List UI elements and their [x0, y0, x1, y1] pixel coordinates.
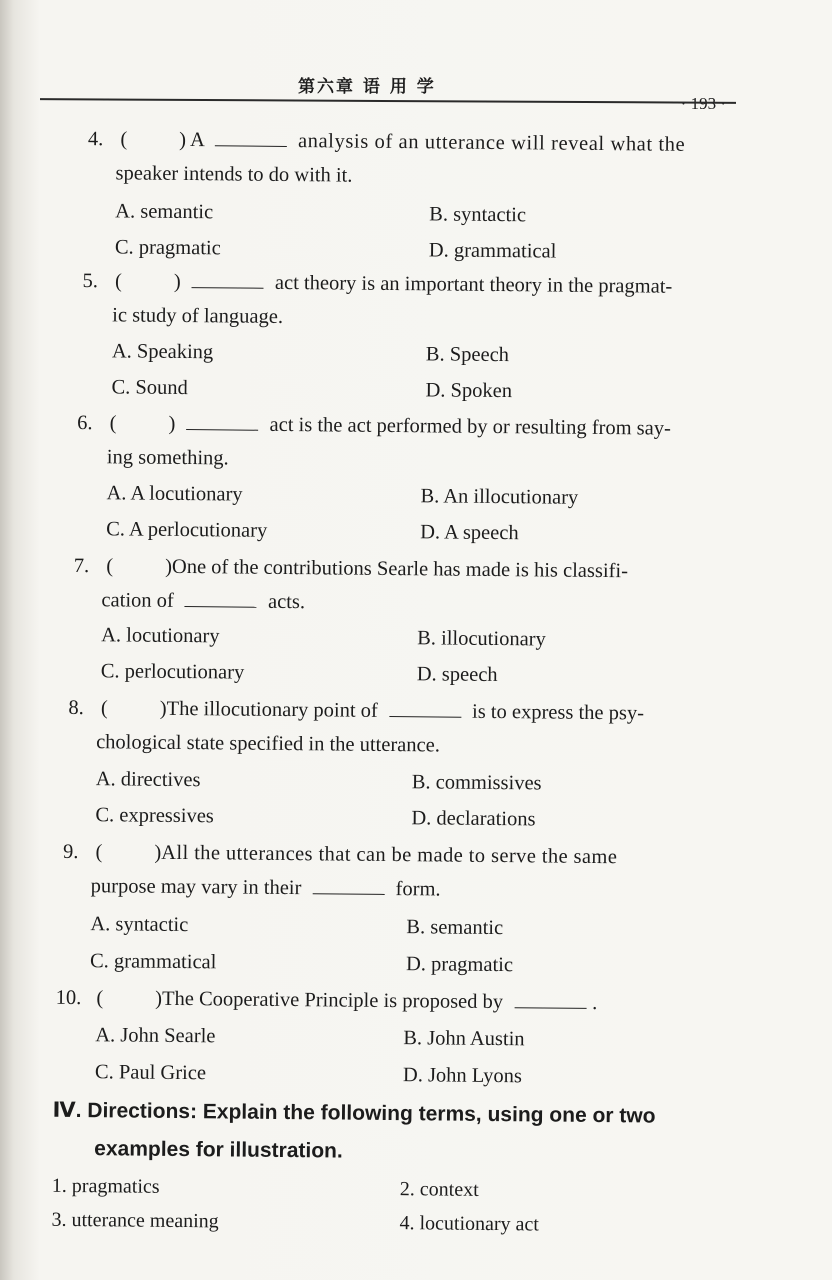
option-c: C. grammatical: [89, 950, 217, 974]
chapter-title: 第六章 语 用 学: [298, 77, 436, 97]
question-stem: The illocutionary point of: [166, 697, 378, 722]
question-stem: act is the act performed by or resulting from say-: [269, 413, 672, 440]
option-c: C. expressives: [95, 804, 214, 828]
option-b: B. Speech: [425, 343, 510, 367]
question-stem: A: [189, 129, 204, 152]
question-number: 5.: [82, 270, 99, 293]
answer-blank: [389, 702, 461, 718]
question-list: 4. ( ) A analysis of an utterance will reveal what the speaker intends to do with it. A. semantic B. syntactic C. pragmatic D. grammatical 5. ( ) act theory is an important theory in the pragmat- ic study of language. A. Speaking B. Speech C. Sound D. Spoken 6. ( ) act is the act performed by or resulting from say- ing something. A. A locutionary B. An illocutionary C. A perlocutionary D. A speech 7. ( )One of the contributions Searle has made is his classifi- cation of acts. A. locutionary B. illocutionary C. perlocutionary D. speech 8. ( )The illocutionary point of is to express the psy- chological state specified in the utterance. A. directives B. commissives C. expressives D. declarations 9. ( )All the utterances that can be made to serve the same purpose may vary in their form. A. syntactic B. semantic C. grammatical D. pragmatic 10. ( )The Cooperative Principle is proposed by . A. John Searle B. John Austin C. Paul Grice D. John Lyons Ⅳ. Directions: Explain the following terms, using one or two examples for illustration. 1. pragmatics 2. context 3. utterance meaning 4. locutionary act: [51, 128, 686, 1236]
question-stem: The Cooperative Principle is proposed by: [161, 987, 504, 1014]
question-stem: One of the contributions Searle has made is his classifi-: [171, 555, 629, 583]
term-item: 4. locutionary act: [399, 1212, 540, 1236]
question-number: 6.: [77, 411, 93, 435]
question-stem-line2: ing something.: [106, 446, 229, 470]
answer-blank: [192, 273, 264, 289]
answer-blank: [186, 415, 258, 431]
option-c: C. Paul Grice: [94, 1061, 207, 1085]
option-a: A. Speaking: [111, 340, 214, 364]
question-stem-line2: speaker intends to do with it.: [115, 162, 353, 187]
term-item: 2. context: [399, 1178, 479, 1201]
option-d: D. A speech: [420, 521, 519, 545]
option-a: A. syntactic: [90, 913, 189, 937]
option-b: B. An illocutionary: [420, 485, 579, 509]
question-number: 10.: [55, 986, 82, 1010]
option-b: B. John Austin: [403, 1027, 525, 1051]
question-stem-line2: ic study of language.: [112, 304, 284, 328]
answer-blank: [215, 131, 287, 147]
option-c: C. Sound: [111, 376, 188, 400]
option-b: B. illocutionary: [417, 627, 546, 651]
question-number: 9.: [62, 840, 79, 864]
running-header: [40, 70, 740, 110]
option-d: D. Spoken: [425, 379, 513, 403]
question-number: 7.: [73, 554, 90, 578]
question-number: 8.: [68, 696, 84, 720]
option-a: A. semantic: [115, 200, 214, 224]
answer-blank: [185, 592, 257, 608]
answer-blank: [514, 993, 586, 1009]
option-c: C. A perlocutionary: [106, 518, 268, 542]
option-d: D. declarations: [411, 807, 536, 831]
section-4-heading-line2: examples for illustration.: [94, 1137, 343, 1163]
option-a: A. locutionary: [101, 624, 220, 648]
question-stem-line2: chological state specified in the utterance.: [96, 731, 441, 757]
option-a: A. A locutionary: [106, 482, 243, 506]
answer-blank: [312, 879, 384, 895]
term-item: 1. pragmatics: [51, 1174, 160, 1198]
page-number: [681, 94, 726, 114]
option-d: D. grammatical: [428, 239, 557, 263]
section-directions: Directions: Explain the following terms, using one or two: [87, 1099, 656, 1128]
option-b: B. semantic: [406, 916, 504, 940]
option-a: A. John Searle: [95, 1024, 216, 1048]
question-stem-cont: is to express the psy-: [471, 700, 645, 725]
option-d: D. speech: [416, 663, 498, 687]
section-label: Ⅳ.: [52, 1098, 82, 1123]
question-stem: act theory is an important theory in the pragmat-: [274, 271, 673, 298]
question-number: 4.: [87, 128, 104, 151]
option-a: A. directives: [95, 768, 201, 792]
question-stem: All the utterances that can be made to serve the same: [161, 841, 618, 869]
term-item: 3. utterance meaning: [51, 1208, 219, 1233]
question-stem-line2: purpose may vary in their: [90, 875, 302, 900]
section-4-heading: [52, 1098, 655, 1129]
option-b: B. commissives: [411, 771, 542, 795]
option-d: D. pragmatic: [405, 953, 514, 977]
option-b: B. syntactic: [429, 203, 527, 227]
question-stem-cont: analysis of an utterance will reveal what the: [297, 130, 686, 156]
question-stem-line2: cation of: [101, 589, 174, 612]
option-c: C. perlocutionary: [100, 660, 245, 684]
option-d: D. John Lyons: [402, 1064, 523, 1088]
option-c: C. pragmatic: [114, 236, 221, 260]
